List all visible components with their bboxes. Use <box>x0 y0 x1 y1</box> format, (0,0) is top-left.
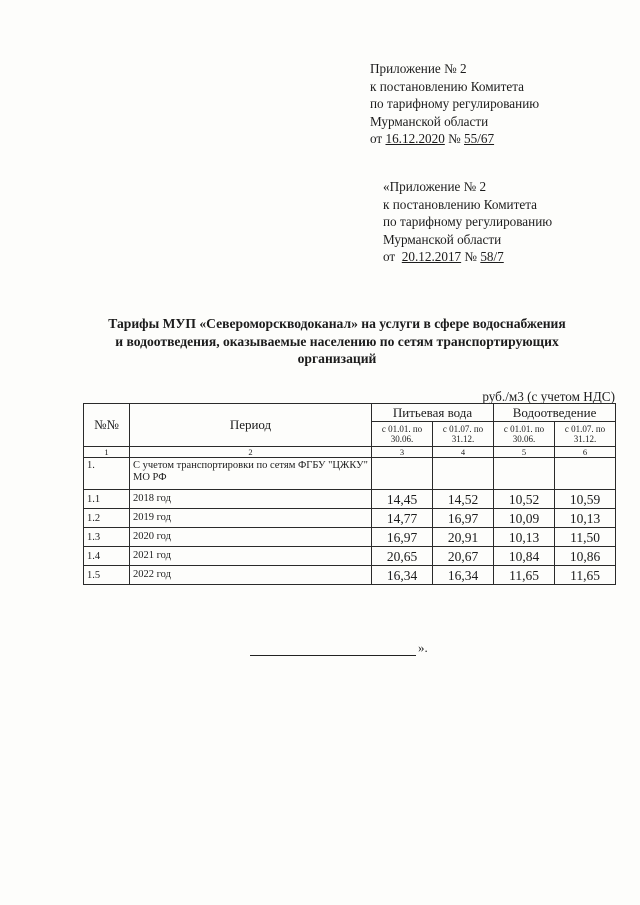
header-sewage-h1: с 01.01. по 30.06. <box>494 422 555 447</box>
row-water-h1: 16,97 <box>372 528 433 547</box>
appendix-current-line2: к постановлению Комитета <box>370 78 524 94</box>
table-row <box>84 509 616 528</box>
appendix-previous-date-prefix: от <box>383 249 402 264</box>
document-title <box>72 315 602 368</box>
header-water-h1: с 01.01. по 30.06. <box>372 422 433 447</box>
appendix-current-line1: Приложение № 2 <box>370 61 467 76</box>
signature-underline <box>250 654 416 656</box>
empty-cell <box>494 458 555 490</box>
row-water-h2: 20,91 <box>433 528 494 547</box>
appendix-previous-date: 20.12.2017 <box>401 249 462 264</box>
row-sewage-h1: 10,84 <box>494 547 555 566</box>
appendix-current-block <box>370 60 620 148</box>
header-period: Период <box>130 404 372 447</box>
header-sewage-h2: с 01.07. по 31.12. <box>555 422 616 447</box>
row-sewage-h2: 10,59 <box>555 490 616 509</box>
appendix-current-number: 55/67 <box>464 131 495 146</box>
row-water-h2: 20,67 <box>433 547 494 566</box>
table-row <box>84 547 616 566</box>
row-period: 2018 год <box>130 490 372 509</box>
appendix-current-line4: Мурманской области <box>370 113 489 129</box>
header-num: №№ <box>84 404 130 447</box>
row-period: 2022 год <box>130 566 372 585</box>
col-number-3: 3 <box>372 447 433 458</box>
row-sewage-h1: 11,65 <box>494 566 555 585</box>
table-row <box>84 490 616 509</box>
row-water-h2: 16,97 <box>433 509 494 528</box>
title-line1: Тарифы МУП «Североморскводоканал» на услуги в сфере водоснабжения <box>108 316 566 331</box>
units-label: руб./м3 (с учетом НДС) <box>482 389 615 404</box>
appendix-previous-line2: к постановлению Комитета <box>383 196 537 212</box>
row-period: 2021 год <box>130 547 372 566</box>
header-sewage: Водоотведение <box>494 404 616 422</box>
row-water-h2: 14,52 <box>433 490 494 509</box>
row-num: 1.5 <box>84 566 130 585</box>
table-row <box>84 528 616 547</box>
appendix-previous-number-sign: № <box>461 249 481 264</box>
row-sewage-h1: 10,09 <box>494 509 555 528</box>
empty-cell <box>433 458 494 490</box>
appendix-previous-number: 58/7 <box>480 249 504 264</box>
appendix-current-date-prefix: от <box>370 131 386 146</box>
group-label: С учетом транспортировки по сетям ФГБУ "ЦЖКУ" МО РФ <box>130 458 372 490</box>
row-sewage-h2: 10,13 <box>555 509 616 528</box>
row-sewage-h2: 11,65 <box>555 566 616 585</box>
appendix-previous-line4: Мурманской области <box>383 231 502 247</box>
tariff-table <box>83 403 616 585</box>
col-number-1: 1 <box>84 447 130 458</box>
closing-line <box>250 640 428 656</box>
col-number-4: 4 <box>433 447 494 458</box>
row-num: 1.4 <box>84 547 130 566</box>
row-num: 1.1 <box>84 490 130 509</box>
appendix-previous-date-line <box>383 248 633 266</box>
row-sewage-h2: 10,86 <box>555 547 616 566</box>
row-water-h1: 16,34 <box>372 566 433 585</box>
header-water: Питьевая вода <box>372 404 494 422</box>
row-period: 2020 год <box>130 528 372 547</box>
empty-cell <box>555 458 616 490</box>
appendix-previous-line1: «Приложение № 2 <box>383 179 487 194</box>
row-num: 1.3 <box>84 528 130 547</box>
row-num: 1.2 <box>84 509 130 528</box>
col-number-2: 2 <box>130 447 372 458</box>
row-sewage-h1: 10,52 <box>494 490 555 509</box>
empty-cell <box>372 458 433 490</box>
col-number-6: 6 <box>555 447 616 458</box>
row-sewage-h1: 10,13 <box>494 528 555 547</box>
table-row <box>84 566 616 585</box>
row-water-h1: 14,77 <box>372 509 433 528</box>
row-water-h1: 20,65 <box>372 547 433 566</box>
row-sewage-h2: 11,50 <box>555 528 616 547</box>
title-line3: организаций <box>297 351 377 366</box>
header-water-h2: с 01.07. по 31.12. <box>433 422 494 447</box>
row-period: 2019 год <box>130 509 372 528</box>
table-group-row <box>84 458 616 490</box>
appendix-previous-block <box>383 178 633 266</box>
appendix-current-date: 16.12.2020 <box>385 131 445 146</box>
title-line2: и водоотведения, оказываемые населению по сетям транспортирующих <box>115 333 559 349</box>
appendix-current-number-sign: № <box>444 131 465 146</box>
row-water-h1: 14,45 <box>372 490 433 509</box>
row-water-h2: 16,34 <box>433 566 494 585</box>
appendix-previous-line3: по тарифному регулированию <box>383 214 553 229</box>
appendix-current-date-line <box>370 130 620 148</box>
col-number-5: 5 <box>494 447 555 458</box>
closing-quote-mark: ». <box>418 640 428 655</box>
appendix-current-line3: по тарифному регулированию <box>370 96 540 111</box>
group-num: 1. <box>84 458 130 490</box>
